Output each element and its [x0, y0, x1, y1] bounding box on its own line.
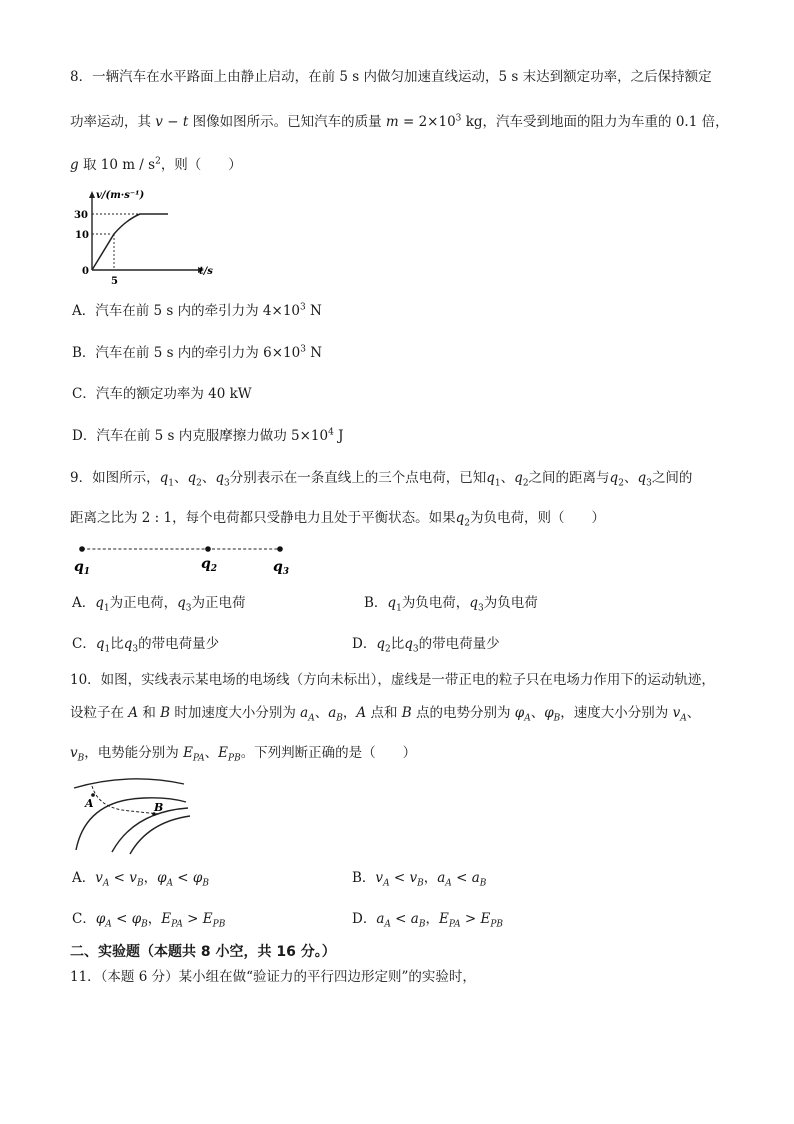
q9-charges-diagram: [68, 540, 308, 580]
q8-option-b[interactable]: B．汽车在前 5 s 内的牵引力为 $6\times 10^3$ N: [72, 344, 323, 361]
graph-y-label: v/(m·s⁻¹): [96, 190, 145, 201]
q9-option-c[interactable]: C．$q_1$比$q_3$的带电荷量少: [72, 636, 220, 655]
q8-stem-line2: 功率运动，其 v − t 图像如图所示。已知汽车的质量 $m = 2\times 10^3$ kg，汽车受到地面的阻力为车重的 0.1 倍，: [70, 113, 729, 130]
q10-option-b[interactable]: B．$v_A < v_B$，$a_A < a_B$: [352, 870, 487, 889]
point-a-label: A: [85, 797, 94, 810]
q9-option-b[interactable]: B．$q_1$为负电荷，$q_3$为负电荷: [364, 595, 538, 614]
q9-option-a[interactable]: A．$q_1$为正电荷，$q_3$为正电荷: [72, 595, 246, 614]
q8-vt-graph: [64, 188, 224, 298]
q10-option-c[interactable]: C．$\varphi_A < \varphi_B$，$E_{PA} > E_{PB}$: [72, 911, 226, 930]
charge-q2-label: $q_2$: [201, 556, 218, 574]
graph-tick-10: 10: [75, 230, 89, 241]
q10-stem-line3: $v_B$，电势能分别为 $E_{PA}$、$E_{PB}$。下列判断正确的是（ ）: [70, 745, 417, 764]
q10-stem-line2: 设粒子在 A 和 B 时加速度大小分别为 $a_A$、$a_B$，A 点和 B 点的电势分别为 $\varphi_A$、$\varphi_B$，速度大小分别为 $v_A$、: [70, 705, 701, 724]
charge-q1-label: $q_1$: [74, 559, 91, 577]
q9-stem-line2: 距离之比为 2 : 1，每个电荷都只受静电力且处于平衡状态。如果$q_2$为负电荷，则（ ）: [70, 510, 605, 529]
q9-stem-line1: 9．如图所示，$q_1$、$q_2$、$q_3$分别表示在一条直线上的三个点电荷，已知$q_1$、$q_2$之间的距离与$q_2$、$q_3$之间的: [70, 470, 693, 489]
graph-tick-5: 5: [111, 276, 118, 287]
graph-x-label: t/s: [199, 266, 213, 277]
graph-tick-30: 30: [74, 210, 88, 221]
q11-stem: 11．（本题 6 分）某小组在做“验证力的平行四边形定则”的实验时，: [70, 969, 476, 985]
point-b-label: B: [154, 801, 164, 814]
q9-option-d[interactable]: D．$q_2$比$q_3$的带电荷量少: [352, 636, 500, 655]
q10-option-a[interactable]: A．$v_A < v_B$，$\varphi_A < \varphi_B$: [72, 870, 209, 889]
q8-stem-line1: 8．一辆汽车在水平路面上由静止启动，在前 5 s 内做匀加速直线运动，5 s 末达到额定功率，之后保持额定: [70, 69, 712, 85]
graph-tick-0: 0: [82, 266, 89, 277]
q8-option-c[interactable]: C．汽车的额定功率为 40 kW: [72, 386, 252, 402]
q10-option-d[interactable]: D．$a_A < a_B$，$E_{PA} > E_{PB}$: [352, 911, 504, 930]
section-heading-experiment: 二、实验题（本题共 8 小空，共 16 分。）: [70, 944, 336, 960]
q10-field-diagram: [68, 776, 198, 856]
q8-option-a[interactable]: A．汽车在前 5 s 内的牵引力为 $4\times 10^3$ N: [72, 302, 322, 319]
q8-stem-line3: g 取 10 m / $s^2$，则（ ）: [70, 156, 242, 173]
q8-option-d[interactable]: D．汽车在前 5 s 内克服摩擦力做功 $5\times 10^4$ J: [72, 427, 344, 444]
charge-q3-label: $q_3$: [273, 559, 290, 577]
q10-stem-line1: 10．如图，实线表示某电场的电场线（方向未标出），虚线是一带正电的粒子只在电场力作用下的运动轨迹，: [70, 672, 715, 688]
